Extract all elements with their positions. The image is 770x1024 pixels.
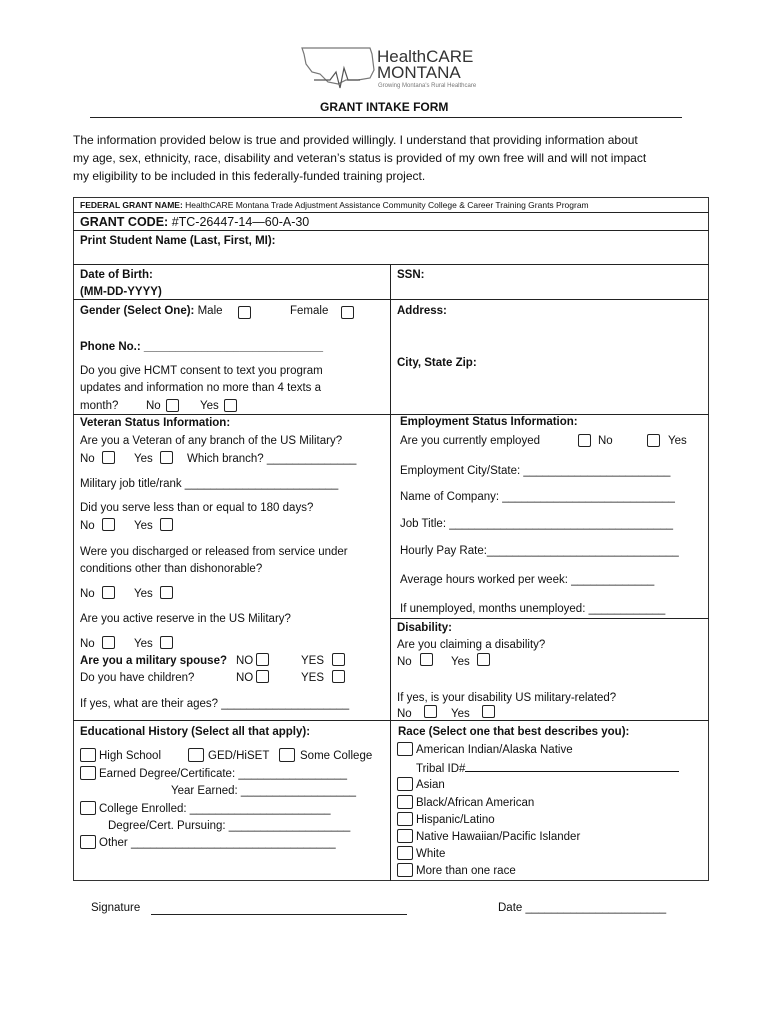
gender-female-label: Female <box>290 305 329 317</box>
consent-line-3: month? <box>80 400 119 412</box>
children-label: Do you have children? <box>80 672 195 684</box>
veteran-q3-line-2: conditions other than dishonorable? <box>80 563 263 575</box>
college-enrolled-checkbox[interactable] <box>80 801 96 815</box>
race-american-indian-label: American Indian/Alaska Native <box>416 744 573 756</box>
reserve-yes-label: Yes <box>134 638 153 650</box>
race-heading: Race (Select one that best describes you): <box>398 726 630 738</box>
intro-paragraph <box>73 131 703 185</box>
veteran-yes-checkbox[interactable] <box>160 451 173 464</box>
race-black-checkbox[interactable] <box>397 795 413 809</box>
tribal-id-field[interactable] <box>465 760 679 772</box>
reserve-no-label: No <box>80 638 95 650</box>
spouse-yes-label: YES <box>301 655 325 667</box>
montana-logo-icon <box>300 44 380 94</box>
consent-yes-checkbox[interactable] <box>224 399 237 412</box>
dob-label: Date of Birth: <box>80 269 153 281</box>
earned-degree-label: Earned Degree/Certificate: _________________ <box>99 768 348 780</box>
employment-heading: Employment Status Information: <box>400 416 578 428</box>
reserve-no-checkbox[interactable] <box>102 636 115 649</box>
consent-no-label: No <box>146 400 161 412</box>
veteran-branch: Which branch? ______________ <box>187 453 357 465</box>
military-spouse-label: Are you a military spouse? <box>80 655 227 667</box>
dob-format: (MM-DD-YYYY) <box>80 286 162 298</box>
logo-line2: MONTANA <box>377 63 461 82</box>
race-multiple-checkbox[interactable] <box>397 863 413 877</box>
veteran-q2: Did you serve less than or equal to 180 days? <box>80 502 314 514</box>
gender-row <box>80 304 223 318</box>
job-title: Job Title: ___________________________________ <box>400 518 674 530</box>
children-ages: If yes, what are their ages? ____________________ <box>80 698 350 710</box>
gender-male-checkbox[interactable] <box>238 306 251 319</box>
ged-checkbox[interactable] <box>188 748 204 762</box>
military-job-title: Military job title/rank ________________________ <box>80 478 339 490</box>
ssn-label: SSN: <box>397 269 425 281</box>
signature-label: Signature <box>91 902 141 914</box>
discharge-no-label: No <box>80 588 95 600</box>
veteran-no-label: No <box>80 453 95 465</box>
military-disability-no-label: No <box>397 708 412 720</box>
discharge-no-checkbox[interactable] <box>102 586 115 599</box>
employed-yes-label: Yes <box>668 435 687 447</box>
phone-label: Phone No.: ____________________________ <box>80 341 323 353</box>
race-hispanic-label: Hispanic/Latino <box>416 814 495 826</box>
race-hispanic-checkbox[interactable] <box>397 812 413 826</box>
college-enrolled-label: College Enrolled: ______________________ <box>99 803 331 815</box>
employed-question: Are you currently employed <box>400 435 540 447</box>
intro-line-2: my age, sex, ethnicity, race, disability and veteran’s status is provided of my own free will and will not impact <box>73 151 647 165</box>
other-education-checkbox[interactable] <box>80 835 96 849</box>
hourly-pay-rate: Hourly Pay Rate:______________________________ <box>400 545 679 557</box>
consent-no-checkbox[interactable] <box>166 399 179 412</box>
grant-code-value: #TC-26447-14—60-A-30 <box>171 215 310 229</box>
race-asian-label: Asian <box>416 779 445 791</box>
some-college-checkbox[interactable] <box>279 748 295 762</box>
education-heading: Educational History (Select all that apply): <box>80 726 311 738</box>
children-no-checkbox[interactable] <box>256 670 269 683</box>
consent-yes-label: Yes <box>200 400 219 412</box>
student-name-label: Print Student Name (Last, First, MI): <box>80 235 276 247</box>
veteran-q4: Are you active reserve in the US Military? <box>80 613 291 625</box>
veteran-yes-label: Yes <box>134 453 153 465</box>
race-pacific-islander-label: Native Hawaiian/Pacific Islander <box>416 831 581 843</box>
race-white-checkbox[interactable] <box>397 846 413 860</box>
children-no-label: NO <box>236 672 254 684</box>
intro-line-1: The information provided below is true and provided willingly. I understand that providing information about <box>73 133 638 147</box>
high-school-label: High School <box>99 750 162 762</box>
average-hours: Average hours worked per week: _____________ <box>400 574 655 586</box>
reserve-yes-checkbox[interactable] <box>160 636 173 649</box>
logo-line1: HealthCARE <box>377 47 474 66</box>
race-black-label: Black/African American <box>416 797 535 809</box>
race-multiple-label: More than one race <box>416 865 516 877</box>
race-asian-checkbox[interactable] <box>397 777 413 791</box>
grant-code-row <box>80 215 309 229</box>
city-state-zip-label: City, State Zip: <box>397 357 477 369</box>
children-yes-label: YES <box>301 672 325 684</box>
gender-male-label: Male <box>197 305 223 317</box>
military-disability-yes-label: Yes <box>451 708 470 720</box>
date-field: Date ______________________ <box>498 902 667 914</box>
service-no-label: No <box>80 520 95 532</box>
disability-heading: Disability: <box>397 622 452 634</box>
disability-no-label: No <box>397 656 412 668</box>
gender-female-checkbox[interactable] <box>341 306 354 319</box>
disability-q2: If yes, is your disability US military-related? <box>397 692 617 704</box>
ged-label: GED/HiSET <box>208 750 270 762</box>
employed-no-label: No <box>598 435 613 447</box>
employment-city-state: Employment City/State: _______________________ <box>400 465 671 477</box>
gender-label: Gender (Select One): <box>80 305 195 317</box>
veteran-q1: Are you a Veteran of any branch of the US Military? <box>80 435 343 447</box>
company-name: Name of Company: ___________________________ <box>400 491 675 503</box>
signature-line[interactable] <box>151 914 407 915</box>
intro-line-3: my eligibility to be included in this federally-funded training project. <box>73 169 426 183</box>
form-title: GRANT INTAKE FORM <box>320 100 449 114</box>
disability-yes-checkbox[interactable] <box>477 653 490 666</box>
service-yes-label: Yes <box>134 520 153 532</box>
grant-code-label: GRANT CODE: <box>80 215 169 229</box>
discharge-yes-label: Yes <box>134 588 153 600</box>
military-disability-no-checkbox[interactable] <box>424 705 437 718</box>
high-school-checkbox[interactable] <box>80 748 96 762</box>
discharge-yes-checkbox[interactable] <box>160 586 173 599</box>
spouse-no-label: NO <box>236 655 254 667</box>
veteran-no-checkbox[interactable] <box>102 451 115 464</box>
federal-grant-value: HealthCARE Montana Trade Adjustment Assistance Community College & Career Training Grants Program <box>185 200 589 210</box>
race-white-label: White <box>416 848 446 860</box>
consent-line-1: Do you give HCMT consent to text you program <box>80 365 323 377</box>
military-disability-yes-checkbox[interactable] <box>482 705 495 718</box>
other-education-label: Other ________________________________ <box>99 837 336 849</box>
disability-q1: Are you claiming a disability? <box>397 639 546 651</box>
address-label: Address: <box>397 305 447 317</box>
federal-grant-label: FEDERAL GRANT NAME: <box>80 200 183 210</box>
veteran-q3-line-1: Were you discharged or released from service under <box>80 546 348 558</box>
spouse-no-checkbox[interactable] <box>256 653 269 666</box>
race-pacific-islander-checkbox[interactable] <box>397 829 413 843</box>
consent-line-2: updates and information no more than 4 texts a <box>80 382 322 394</box>
months-unemployed: If unemployed, months unemployed: ____________ <box>400 603 666 615</box>
race-american-indian-checkbox[interactable] <box>397 742 413 756</box>
logo-tagline: Growing Montana's Rural Healthcare <box>378 83 477 89</box>
children-yes-checkbox[interactable] <box>332 670 345 683</box>
employed-yes-checkbox[interactable] <box>647 434 660 447</box>
disability-no-checkbox[interactable] <box>420 653 433 666</box>
service-yes-checkbox[interactable] <box>160 518 173 531</box>
service-no-checkbox[interactable] <box>102 518 115 531</box>
degree-pursuing-label: Degree/Cert. Pursuing: ___________________ <box>108 820 351 832</box>
tribal-id-label: Tribal ID# <box>416 763 466 775</box>
disability-yes-label: Yes <box>451 656 470 668</box>
federal-grant-row <box>80 200 589 211</box>
earned-degree-checkbox[interactable] <box>80 766 96 780</box>
employed-no-checkbox[interactable] <box>578 434 591 447</box>
year-earned-label: Year Earned: __________________ <box>171 785 357 797</box>
tribal-id <box>416 760 679 776</box>
some-college-label: Some College <box>300 750 373 762</box>
veteran-heading: Veteran Status Information: <box>80 417 231 429</box>
spouse-yes-checkbox[interactable] <box>332 653 345 666</box>
title-divider <box>90 117 682 118</box>
